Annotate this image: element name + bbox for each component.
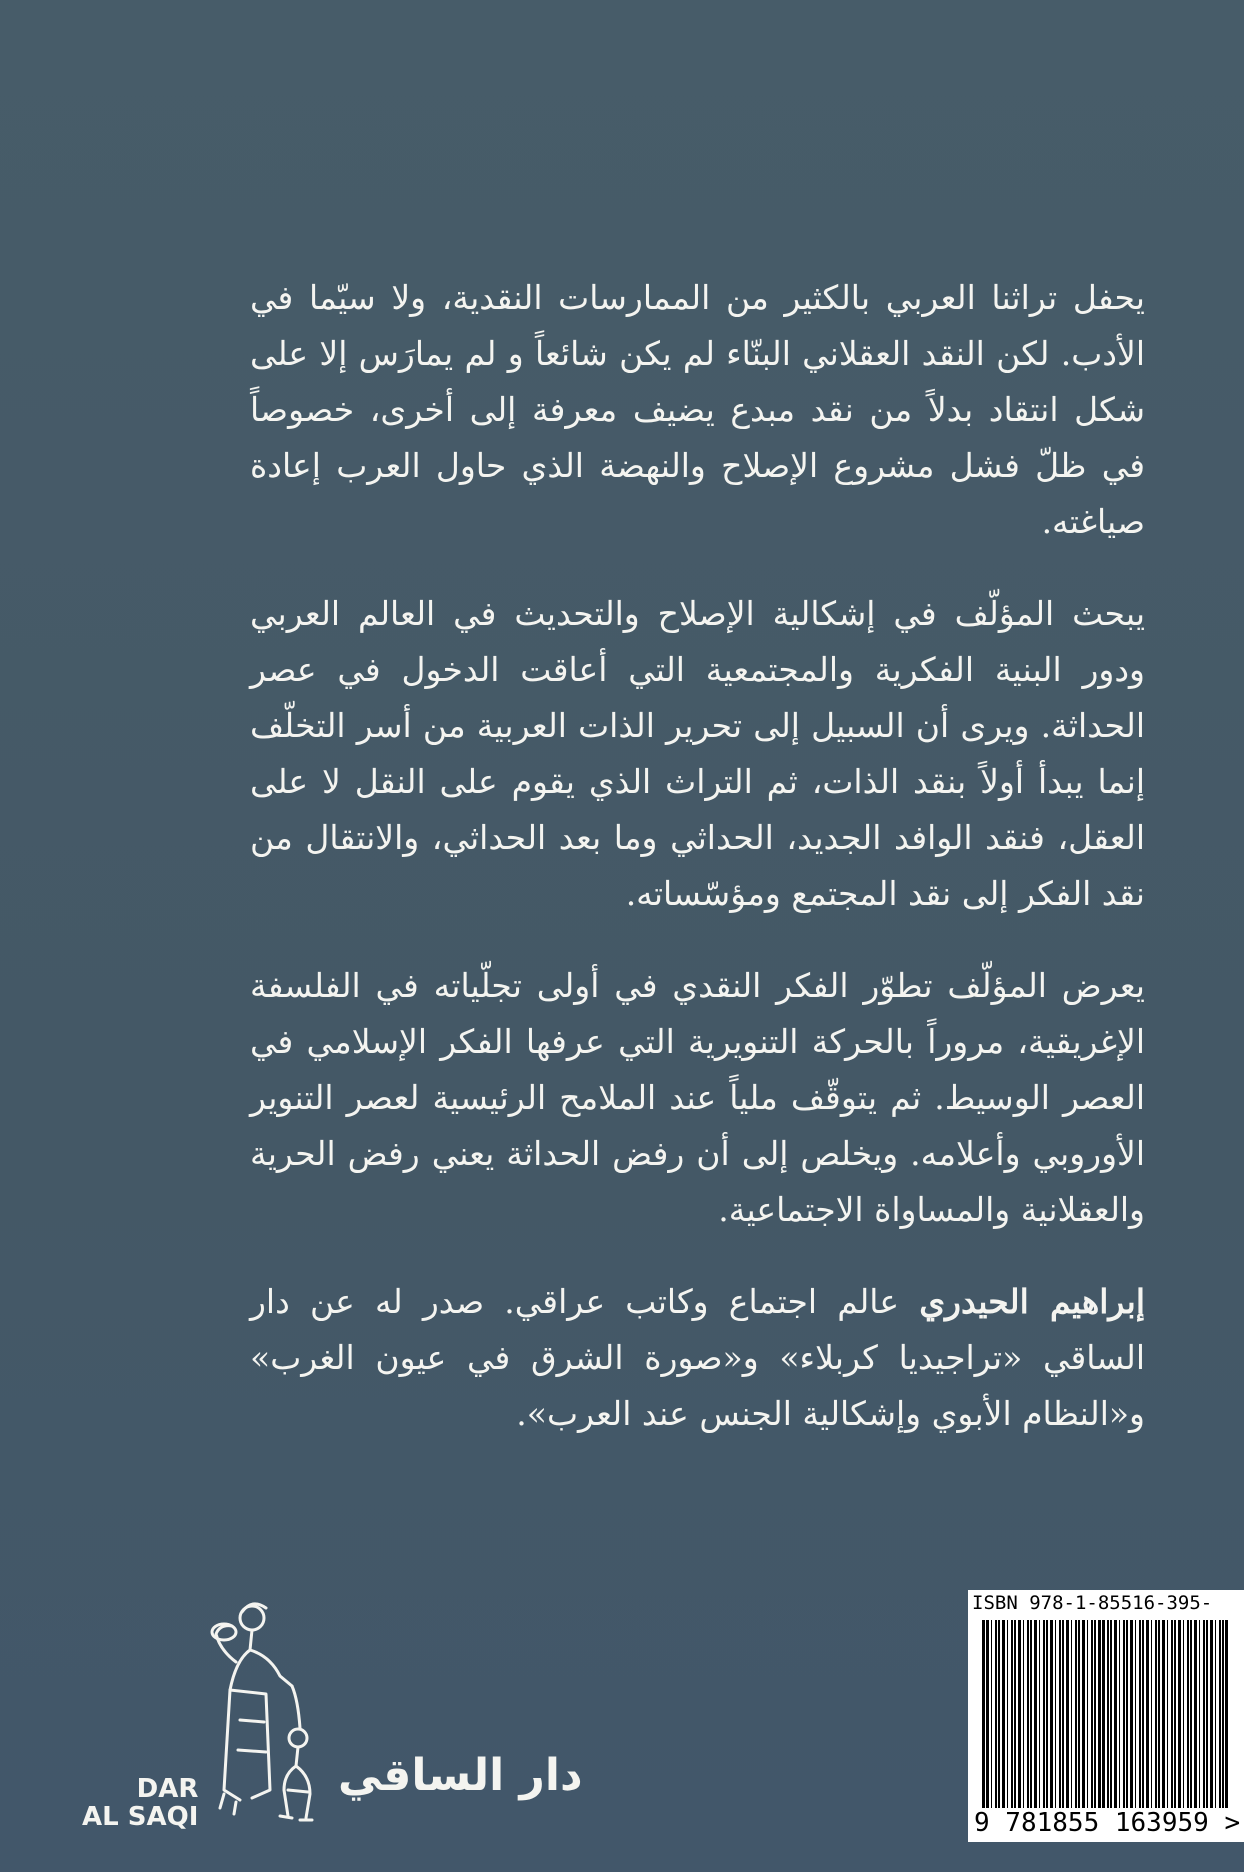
author-bio: عالم اجتماع وكاتب عراقي. صدر له عن دار الساقي «تراجيديا كربلاء» و«صورة الشرق في عيون الغرب» و«النظام الأبوي وإشكالية الجنس عند العرب». <box>250 1282 1145 1433</box>
isbn-label: ISBN 978-1-85516-395- <box>972 1592 1213 1614</box>
barcode-guard-right <box>1225 1620 1228 1825</box>
blurb-text <box>250 270 1145 1478</box>
publisher-latin-line-1: DAR <box>136 1774 199 1804</box>
blurb-paragraph-1: يحفل تراثنا العربي بالكثير من الممارسات النقدية، ولا سيّما في الأدب. لكن النقد العقلاني البنّاء لم يكن شائعاً و لم يمارَس إلا على شكل انتقاد بدلاً من نقد مبدع يضيف معرفة إلى أخرى، خصوصاً في ظلّ فشل مشروع الإصلاح والنهضة الذي حاول العرب إعادة صياغته. <box>250 278 1145 541</box>
blurb-paragraph-3: يعرض المؤلّف تطوّر الفكر النقدي في أولى تجلّياته في الفلسفة الإغريقية، مروراً بالحركة التنويرية التي عرفها الفكر الإسلامي في العصر الوسيط. ثم يتوقّف ملياً عند الملامح الرئيسية لعصر التنوير الأوروبي وأعلامه. ويخلص إلى أن رفض الحداثة يعني رفض الحرية والعقلانية والمساواة الاجتماعية. <box>250 966 1145 1229</box>
isbn-barcode <box>968 1590 1244 1842</box>
ean-digits: 9 781855 163959 > <box>974 1808 1241 1838</box>
barcode-guard-left <box>982 1620 985 1825</box>
blurb-paragraph-2: يبحث المؤلّف في إشكالية الإصلاح والتحديث في العالم العربي ودور البنية الفكرية والمجتمعية التي أعاقت الدخول في عصر الحداثة. ويرى أن السبيل إلى تحرير الذات العربية من أسر التخلّف إنما يبدأ أولاً بنقد الذات، ثم التراث الذي يقوم على النقل لا على العقل، فنقد الوافد الجديد، الحداثي وما بعد الحداثي، والانتقال من نقد الفكر إلى نقد المجتمع ومؤسّساته. <box>250 594 1145 913</box>
publisher-latin-line-2: AL SAQI <box>82 1802 199 1832</box>
barcode-bars <box>982 1620 1228 1810</box>
author-name: إبراهيم الحيدري <box>919 1282 1145 1321</box>
barcode-guard-center <box>1102 1620 1105 1825</box>
publisher-logo <box>60 1590 583 1840</box>
author-paragraph <box>250 1274 1145 1442</box>
publisher-arabic-name: دار الساقي <box>338 1750 583 1801</box>
water-carrier-figure-icon <box>180 1590 340 1830</box>
